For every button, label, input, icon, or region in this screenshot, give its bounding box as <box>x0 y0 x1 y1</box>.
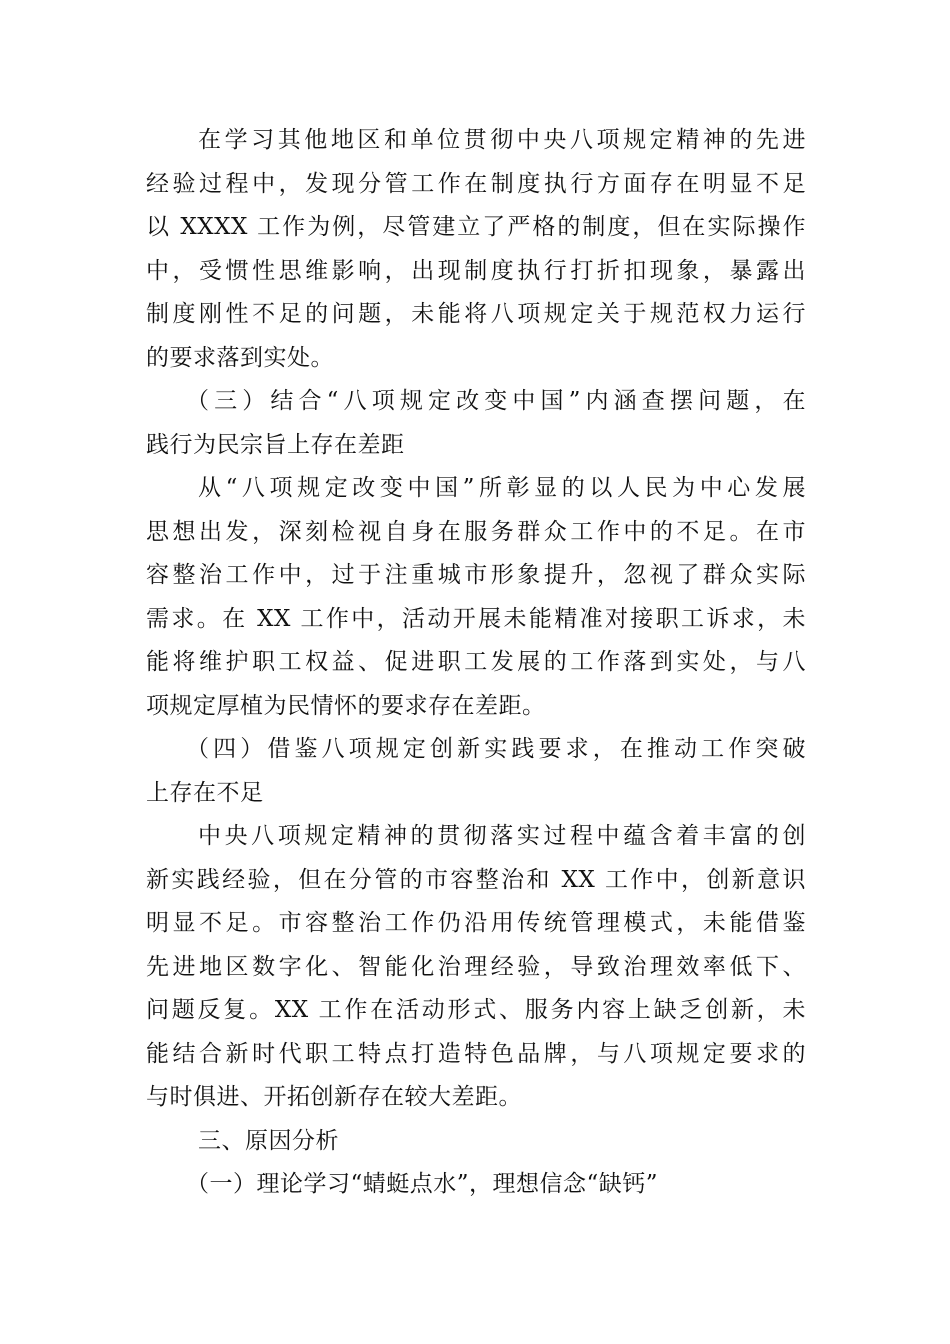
paragraph-line: 从“八项规定改变中国”所彰显的以人民为中心发展 <box>198 475 806 501</box>
paragraph-line: 以 XXXX 工作为例，尽管建立了严格的制度，但在实际操作 <box>146 214 806 240</box>
paragraph-line: 先进地区数字化、智能化治理经验，导致治理效率低下、 <box>146 953 806 980</box>
paragraph-line: 的要求落到实处。 <box>146 344 334 371</box>
paragraph-line: 与时俱进、开拓创新存在较大差距。 <box>146 1084 522 1110</box>
subheading-line: （四）借鉴八项规定创新实践要求，在推动工作突破 <box>186 736 806 762</box>
subheading-line: （一）理论学习“蜻蜓点水”，理想信念“缺钙” <box>186 1171 659 1197</box>
paragraph-line: 容整治工作中，过于注重城市形象提升，忽视了群众实际 <box>146 562 806 588</box>
paragraph-line: 能将维护职工权益、促进职工发展的工作落到实处，与八 <box>146 649 806 675</box>
paragraph-line: 经验过程中，发现分管工作在制度执行方面存在明显不足 <box>146 170 806 197</box>
section-heading: 三、原因分析 <box>198 1127 339 1154</box>
document-body <box>146 119 806 1207</box>
paragraph-line: 能结合新时代职工特点打造特色品牌，与八项规定要求的 <box>146 1040 806 1067</box>
subheading-line: 上存在不足 <box>146 779 264 806</box>
paragraph-line: 中，受惯性思维影响，出现制度执行打折扣现象，暴露出 <box>146 257 806 284</box>
paragraph-line: 中央八项规定精神的贯彻落实过程中蕴含着丰富的创 <box>198 823 806 849</box>
paragraph-line: 明显不足。市容整治工作仍沿用传统管理模式，未能借鉴 <box>146 910 806 936</box>
paragraph-line: 问题反复。XX 工作在活动形式、服务内容上缺乏创新，未 <box>146 997 806 1023</box>
paragraph-line: 思想出发，深刻检视自身在服务群众工作中的不足。在市 <box>146 518 806 545</box>
paragraph-line: 在学习其他地区和单位贯彻中央八项规定精神的先进 <box>198 127 806 153</box>
subheading-line: （三）结合“八项规定改变中国”内涵查摆问题，在 <box>186 388 806 414</box>
subheading-line: 践行为民宗旨上存在差距 <box>146 431 405 458</box>
paragraph-line: 新实践经验，但在分管的市容整治和 XX 工作中，创新意识 <box>146 866 806 893</box>
paragraph-line: 需求。在 XX 工作中，活动开展未能精准对接职工诉求，未 <box>146 605 806 632</box>
paragraph-line: 项规定厚植为民情怀的要求存在差距。 <box>146 692 546 719</box>
paragraph-line: 制度刚性不足的问题，未能将八项规定关于规范权力运行 <box>146 301 806 327</box>
